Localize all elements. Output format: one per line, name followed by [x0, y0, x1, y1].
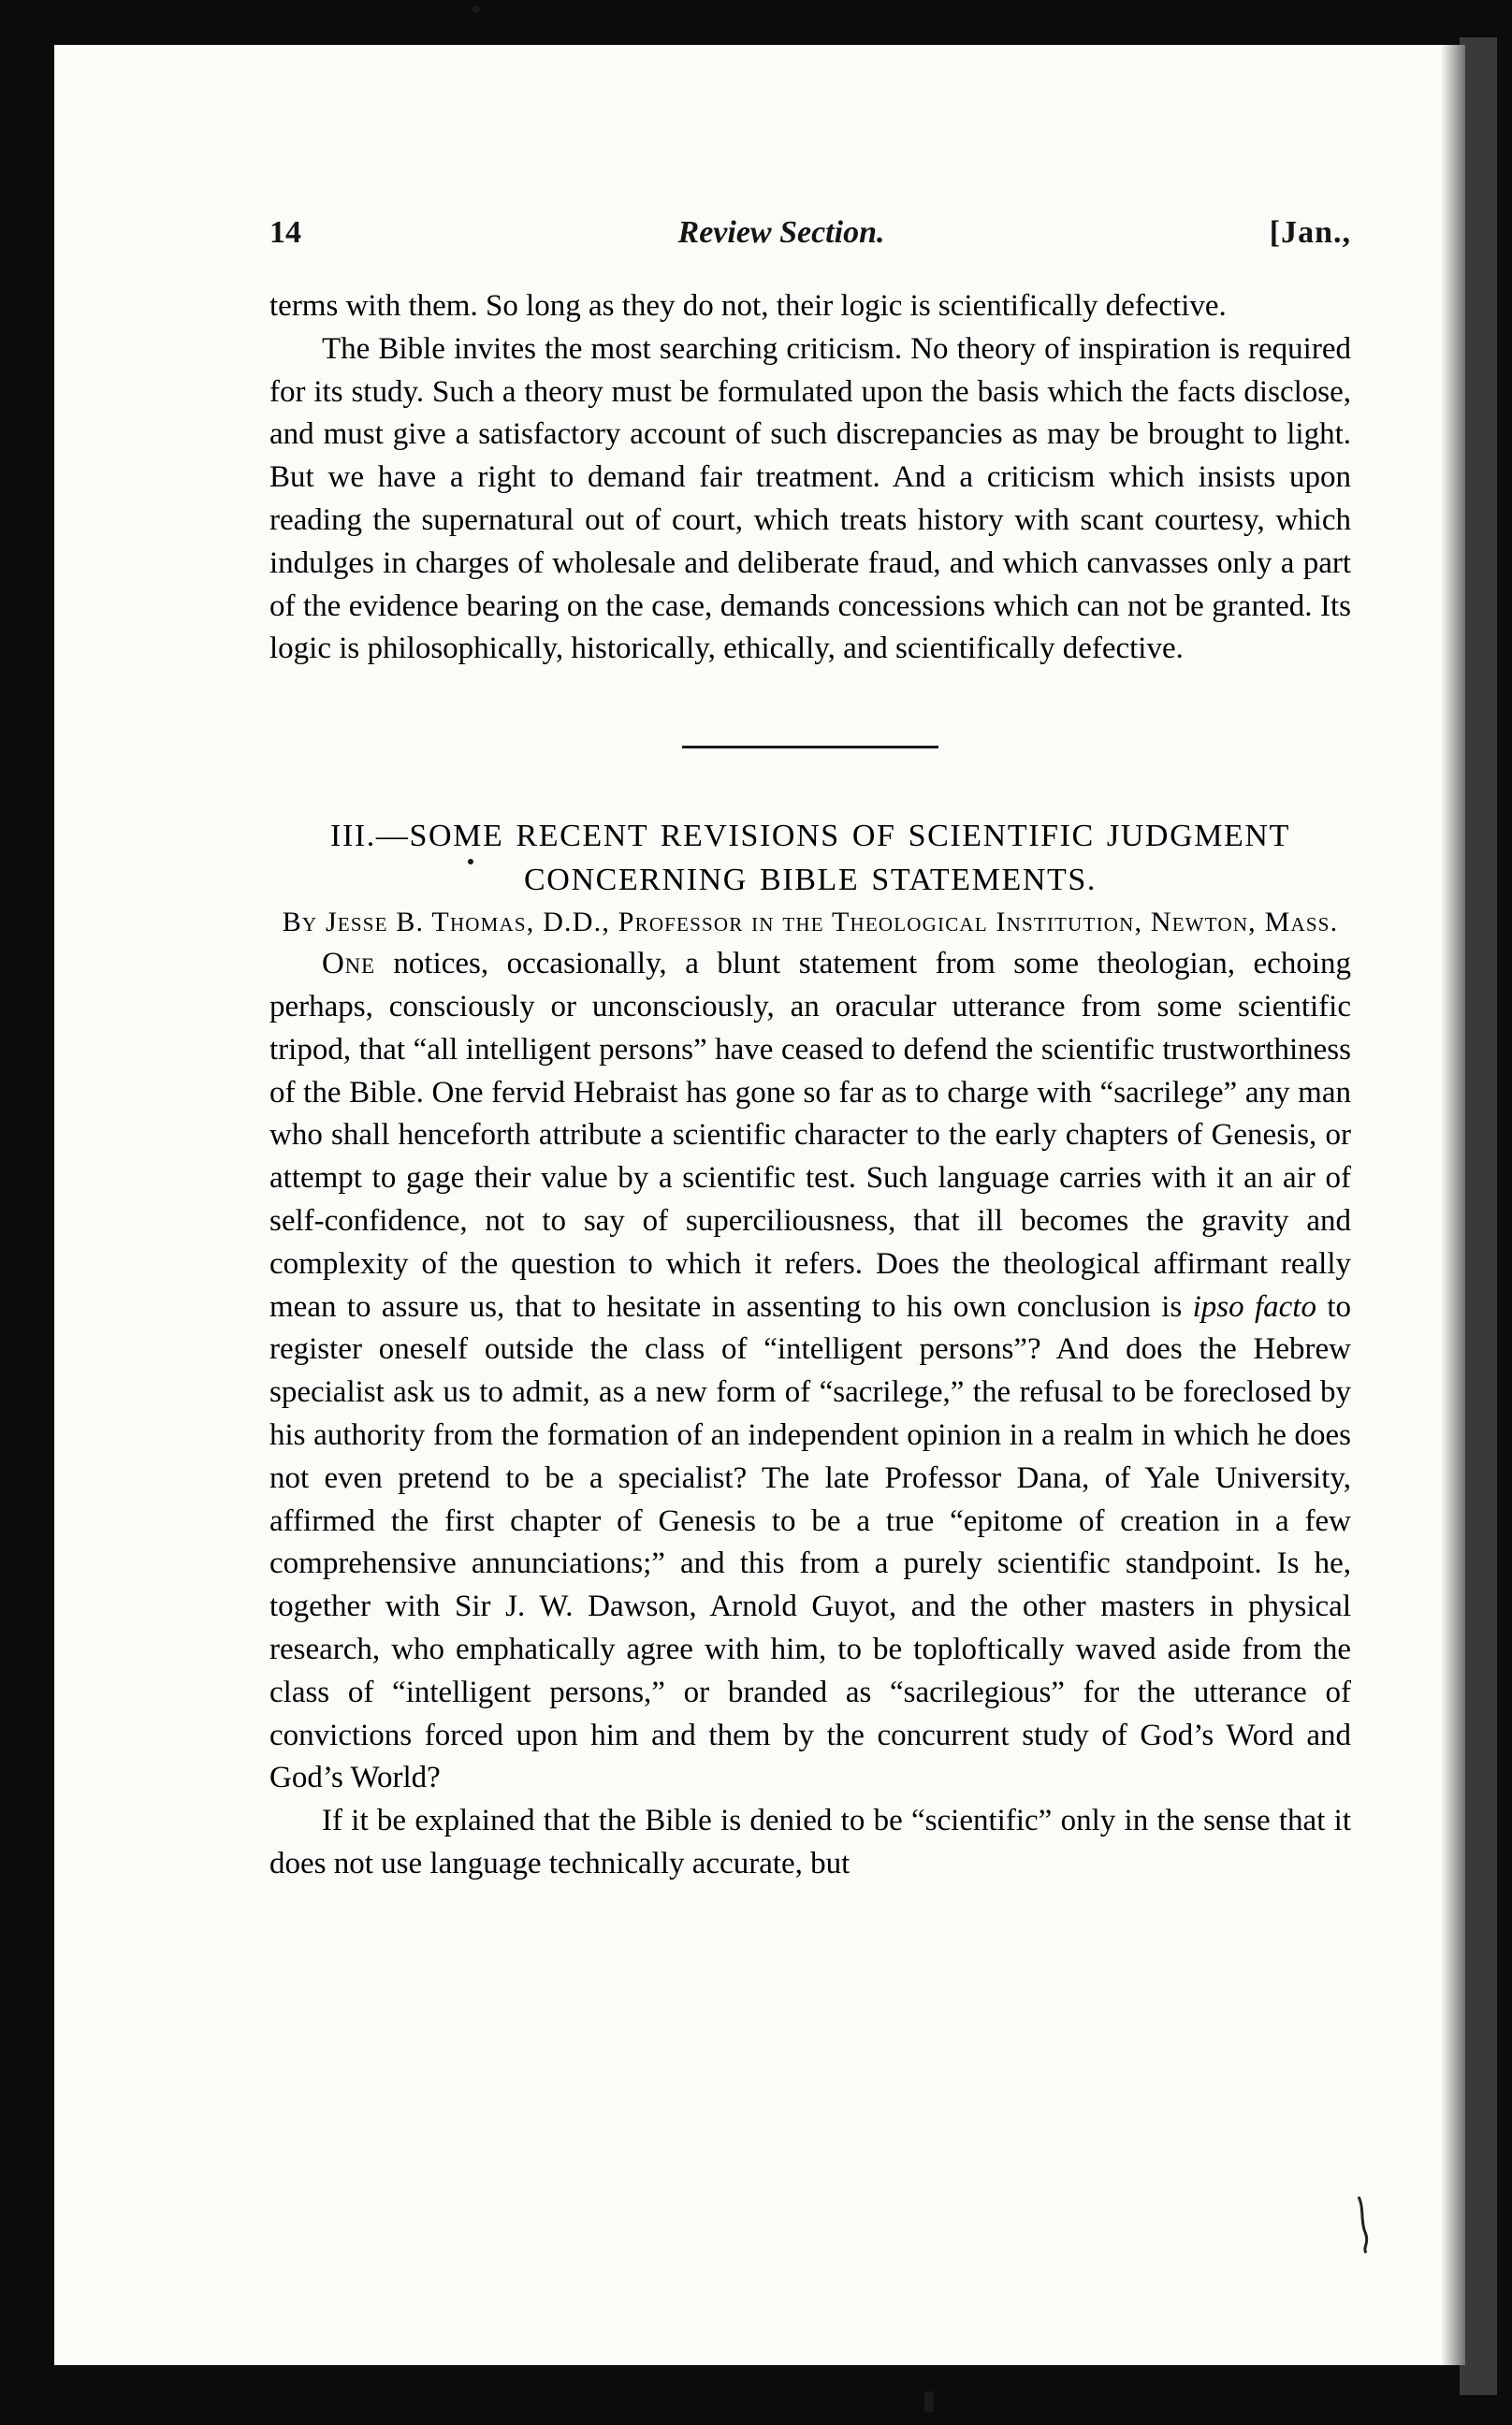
page-body	[269, 285, 1351, 1886]
paragraph-scientific-denial: If it be explained that the Bible is denied to be “scientific” only in the sense that it does not use language technically accurate, but	[269, 1804, 1351, 1880]
paragraph-continued: terms with them. So long as they do not, their logic is scientifically defective.	[269, 289, 1227, 323]
running-title: Review Section.	[677, 215, 885, 250]
lead-word: One	[322, 947, 375, 981]
scan-speck	[468, 859, 473, 864]
paragraph-bible-criticism: The Bible invites the most searching criticism. No theory of inspiration is required for its study. Such a theory must be formulated upon the basis which the facts disclose, and must give a satisfactory account of such discrepancies as may be brought to light. But we have a right to demand fair treatment. And a criticism which insists upon reading the supernatural out of court, which treats history with scant courtesy, which indulges in charges of wholesale and deliberate fraud, and which canvasses only a part of the evidence bearing on the case, demands concessions which can not be granted. Its logic is philosophically, historically, ethically, and scientifically defective.	[269, 331, 1351, 666]
italic-phrase: ipso facto	[1192, 1289, 1316, 1324]
page-text-block	[211, 167, 1351, 250]
paragraph-text: notices, occasionally, a blunt statement from some theologian, echoing perhaps, consciously or unconsciously, an oracular utterance from some scientific tripod, that “all intelligent persons” have ceased to defend the scientific trustworthiness of the Bible. One fervid Hebraist has gone so far as to charge with “sacrilege” any man who shall henceforth attribute a scientific character to the early chapters of Genesis, or attempt to gage their value by a scientific test. Such language carries with it an air of self-confidence, not to say of superciliousness, that ill becomes the gravity and complexity of the question to which it refers. Does the theological affirmant really mean to assure us, that to hesitate in assenting to his own conclusion is	[269, 947, 1351, 1324]
page-number: 14	[269, 215, 301, 250]
page-edge-shadow	[1441, 45, 1465, 2365]
book-spine-shadow	[1460, 37, 1497, 2395]
scan-speck	[472, 6, 480, 13]
paragraph-text: to register oneself outside the class of “intelligent persons”? And does the Hebrew specialist ask us to admit, as a new form of “sacrilege,” the refusal to be foreclosed by his authority from the formation of an independent opinion in a realm in which he does not even pretend to be a specialist? The late Professor Dana, of Yale University, affirmed the first chapter of Genesis to be a true “epitome of creation in a few comprehensive annunciations;” and this from a purely scientific standpoint. Is he, together with Sir J. W. Dawson, Arnold Guyot, and the other masters in physical research, who emphatically agree with him, to be toploftically waved aside from the class of “intelligent persons,” or branded as “sacrilegious” for the utterance of convictions forced upon him and them by the concurrent study of God’s Word and God’s World?	[269, 1289, 1351, 1795]
section-divider-rule	[682, 746, 938, 748]
section-title: III.—SOME RECENT REVISIONS OF SCIENTIFIC JUDGMENT CONCERNING BIBLE STATEMENTS.	[330, 819, 1290, 898]
author-byline: By Jesse B. Thomas, D.D., Professor in the Theological Institution, Newton, Mass.	[282, 907, 1339, 938]
running-head	[211, 167, 1351, 250]
margin-pencil-mark	[1355, 2195, 1370, 2255]
scan-speck	[924, 2391, 934, 2412]
paragraph-article-opening	[269, 943, 1351, 1800]
running-month: [Jan.,	[1269, 215, 1351, 250]
